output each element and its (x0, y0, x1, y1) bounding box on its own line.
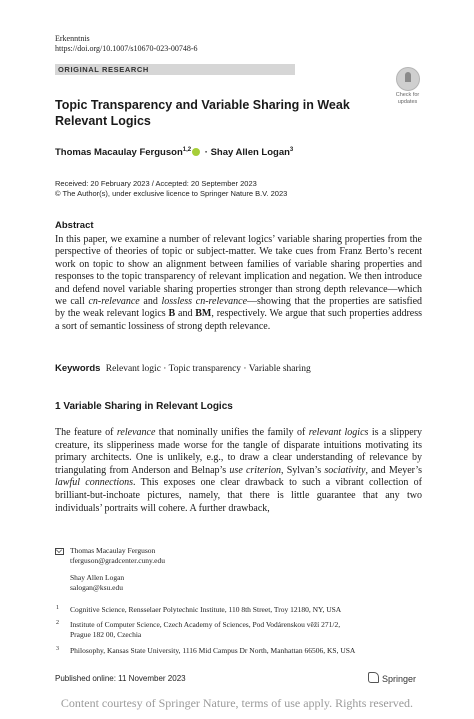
keywords-heading: Keywords (55, 363, 101, 374)
envelope-icon (55, 548, 64, 555)
body-run: , Sylvan’s (280, 464, 325, 476)
author-separator: · (202, 147, 211, 159)
abstract-heading: Abstract (55, 220, 94, 231)
abstract-run: , respectively. We argue that such properties address a sort of semantic lossiness of strong depth relevance. (55, 308, 422, 332)
body-run: The feature of (55, 427, 117, 438)
contact-2-email[interactable]: salogan@ksu.edu (70, 583, 123, 592)
affiliation-2-number: 2 (56, 620, 59, 626)
keywords (55, 363, 311, 374)
contact-2-name: Shay Allen Logan (70, 573, 125, 582)
author-1-name[interactable]: Thomas Macaulay Ferguson (55, 147, 183, 159)
abstract-term: cn-relevance (88, 296, 140, 308)
abstract-run: and (175, 308, 196, 320)
author-2-name[interactable]: Shay Allen Logan (210, 147, 290, 159)
abstract-logic-name: B (168, 308, 176, 320)
badge-line2: updates (397, 99, 418, 105)
body-emphasis: use criterion (229, 464, 281, 476)
section-band (55, 64, 295, 75)
affiliation-1-text: Cognitive Science, Rensselaer Polytechnic Institute, 110 8th Street, Troy 12180, NY, USA (70, 605, 342, 614)
body-emphasis: sociativity (324, 464, 366, 476)
abstract-run: In this paper, we examine a number of relevant logics’ variable sharing properties from the perspective of theories of topic or subject-matter. We take cues from Franz Berto’s recent work on topic to show an alignment between families of variable sharing properties and responses to the topic transparency of relevant implication and negation. We then introduce and defend novel variable sharing properties stronger than strong depth relevance—which we call (55, 234, 422, 308)
copyright-notice: © The Author(s), under exclusive licence to Springer Nature B.V. 2023 (55, 188, 288, 198)
body-paragraph (55, 427, 422, 515)
badge-line1: Check for (395, 92, 420, 98)
author-2-affiliations: 3 (289, 147, 294, 153)
doi-link[interactable]: https://doi.org/10.1007/s10670-023-00748-6 (55, 44, 198, 53)
body-run: . This exposes one clear drawback to such a vibrant collection of brilliant-but-inchoate pictures, namely, that there is little guarantee that any two individuals’ portraits will cohere. A further drawback, (55, 477, 422, 514)
journal-header (55, 34, 198, 54)
author-1-affiliations: 1,2 (182, 147, 192, 153)
affiliation-2-text (70, 620, 410, 640)
springer-horse-icon (368, 672, 379, 683)
affiliation-3-text: Philosophy, Kansas State University, 1116 Mid Campus Dr North, Manhattan 66506, KS, USA (70, 646, 356, 655)
affiliation-3-number: 3 (56, 646, 59, 652)
section-heading: 1 Variable Sharing in Relevant Logics (55, 401, 233, 412)
section-band-label: ORIGINAL RESEARCH (58, 65, 149, 74)
abstract-logic-name: BM (195, 308, 212, 320)
abstract-run: —showing that the properties are satisfied by the weak relevant logics (55, 296, 423, 320)
affiliation-2-line-2: Prague 182 00, Czechia (70, 630, 142, 639)
courtesy-watermark: Content courtesy of Springer Nature, terms of use apply. Rights reserved. (60, 696, 414, 710)
bookmark-icon (396, 67, 420, 91)
body-emphasis: lawful connections (55, 477, 134, 489)
published-online: Published online: 11 November 2023 (55, 674, 186, 683)
abstract-term: lossless cn-relevance (161, 296, 248, 308)
contact-1-name: Thomas Macaulay Ferguson (70, 546, 156, 555)
author-footnotes (55, 546, 435, 666)
abstract-text (55, 234, 422, 333)
abstract-run: and (139, 296, 162, 308)
publisher-logo (368, 672, 416, 684)
contact-2 (70, 573, 370, 593)
orcid-icon[interactable] (192, 148, 200, 156)
contact-1 (70, 546, 370, 566)
author-line (55, 147, 293, 158)
body-run: , and Meyer’s (365, 464, 423, 476)
affiliation-1-number: 1 (56, 605, 59, 611)
body-emphasis: relevance (116, 427, 156, 438)
contact-1-email[interactable]: tferguson@gradcenter.cuny.edu (70, 556, 165, 565)
keywords-list: Relevant logic · Topic transparency · Variable sharing (105, 364, 311, 374)
check-for-updates-badge[interactable] (394, 67, 421, 105)
body-run: is a slippery creature, its slipperiness made worse for the tangle of disparate intuitions motivating its primary architects. One is unlikely, e.g., to draw a clear understanding of relevance by triangulating from Anderson and Belnap’s (55, 427, 422, 476)
body-run: that nominally unifies the family of (155, 427, 309, 438)
body-emphasis: relevant logics (308, 427, 369, 438)
publisher-name: Springer (382, 674, 417, 684)
article-title: Topic Transparency and Variable Sharing in Weak Relevant Logics (55, 98, 350, 128)
affiliation-2-line-1: Institute of Computer Science, Czech Academy of Sciences, Pod Vodárenskou věží 271/2, (70, 620, 341, 629)
received-accepted-dates: Received: 20 February 2023 / Accepted: 20 September 2023 (55, 179, 257, 188)
publication-history (55, 179, 287, 198)
journal-name: Erkenntnis (55, 34, 90, 43)
